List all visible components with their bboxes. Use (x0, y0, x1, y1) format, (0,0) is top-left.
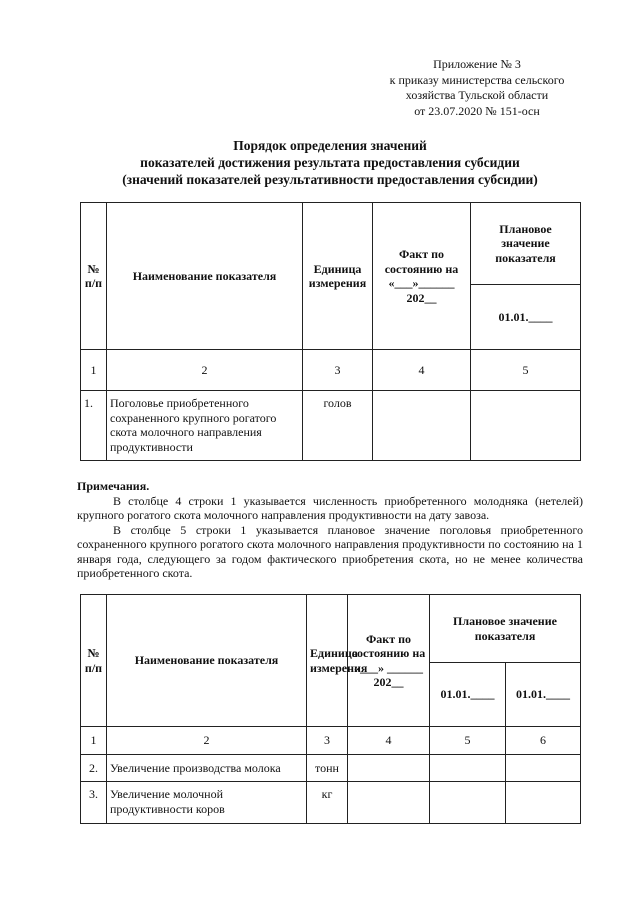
document-title (60, 137, 600, 188)
t2-header-plan: Плановое значение показателя (430, 595, 581, 663)
appendix-line-3: хозяйства Тульской области (405, 88, 549, 102)
t1-colnum-4: 4 (373, 350, 471, 391)
table-row (81, 782, 581, 824)
t2-row-1-name: Увеличение производства молока (107, 755, 307, 782)
t2-colnum-5: 5 (430, 727, 506, 755)
t2-row-1-unit: тонн (307, 755, 348, 782)
title-line-3: (значений показателей результативности предоставления субсидии) (122, 172, 538, 187)
t2-row-2-name: Увеличение молочной продуктивности коров (107, 782, 307, 824)
t2-header-name: Наименование показателя (107, 595, 307, 727)
t2-row-2-num: 3. (81, 782, 107, 824)
indicators-table-2 (80, 594, 581, 824)
appendix-line-2: к приказу министерства сельского (389, 72, 565, 87)
t1-colnum-2: 2 (107, 350, 303, 391)
t2-row-1-fact (348, 755, 430, 782)
t1-header-num: № п/п (81, 203, 107, 350)
t2-colnum-1: 1 (81, 727, 107, 755)
t1-row-unit: голов (303, 391, 373, 461)
notes-paragraph-2: В столбце 5 строки 1 указывается плановое значение поголовья приобретенного сохраненного крупного рогатого скота молочного направления продуктивности по состоянию на 1 января года, следующего за годом фактического приобретения скота, но не менее количества приобретенного скота. (77, 522, 583, 580)
t2-row-2-unit: кг (307, 782, 348, 824)
notes-paragraph-1: В столбце 4 строки 1 указывается численность приобретенного молодняка (нетелей) крупного рогатого скота молочного направления продуктивности на дату завоза. (77, 493, 583, 522)
appendix-line-4: от 23.07.2020 № 151-осн (414, 103, 540, 118)
t2-colnum-6: 6 (506, 727, 581, 755)
table-row (81, 755, 581, 782)
t1-colnum-5: 5 (471, 350, 581, 391)
t1-header-fact: Факт по состоянию на «___»______ 202__ (373, 203, 471, 350)
t2-row-2-plan-1 (430, 782, 506, 824)
t1-header-name: Наименование показателя (107, 203, 303, 350)
t1-row-num: 1. (81, 391, 107, 461)
table-row (81, 391, 581, 461)
title-line-2: показателей достижения результата предоставления субсидии (140, 155, 520, 170)
t2-row-1-plan-2 (506, 755, 581, 782)
t2-colnum-2: 2 (107, 727, 307, 755)
t2-row-2-fact (348, 782, 430, 824)
t2-row-2-plan-2 (506, 782, 581, 824)
indicators-table-1 (80, 202, 581, 461)
appendix-line-1: Приложение № 3 (433, 57, 521, 71)
t1-header-plan: Плановое значение показателя (471, 203, 581, 285)
t1-row-name: Поголовье приобретенного сохраненного крупного рогатого скота молочного направления продуктивности (107, 391, 303, 461)
t1-colnum-3: 3 (303, 350, 373, 391)
appendix-header (372, 57, 582, 119)
t2-row-1-plan-1 (430, 755, 506, 782)
t2-header-unit: Единица измерения (307, 595, 348, 727)
title-line-1: Порядок определения значений (233, 138, 427, 153)
t1-row-plan (471, 391, 581, 461)
t2-colnum-3: 3 (307, 727, 348, 755)
t2-header-fact: Факт по состоянию на «___» ______ 202__ (348, 595, 430, 727)
t1-colnum-1: 1 (81, 350, 107, 391)
t1-row-fact (373, 391, 471, 461)
notes-heading: Примечания. (77, 479, 150, 493)
t2-row-1-num: 2. (81, 755, 107, 782)
t2-colnum-4: 4 (348, 727, 430, 755)
notes-section (77, 479, 583, 581)
t1-header-unit: Единица измерения (303, 203, 373, 350)
t2-header-plan-date-1: 01.01.____ (430, 663, 506, 727)
t1-header-plan-date: 01.01.____ (471, 285, 581, 350)
t2-header-plan-date-2: 01.01.____ (506, 663, 581, 727)
t2-header-num: № п/п (81, 595, 107, 727)
